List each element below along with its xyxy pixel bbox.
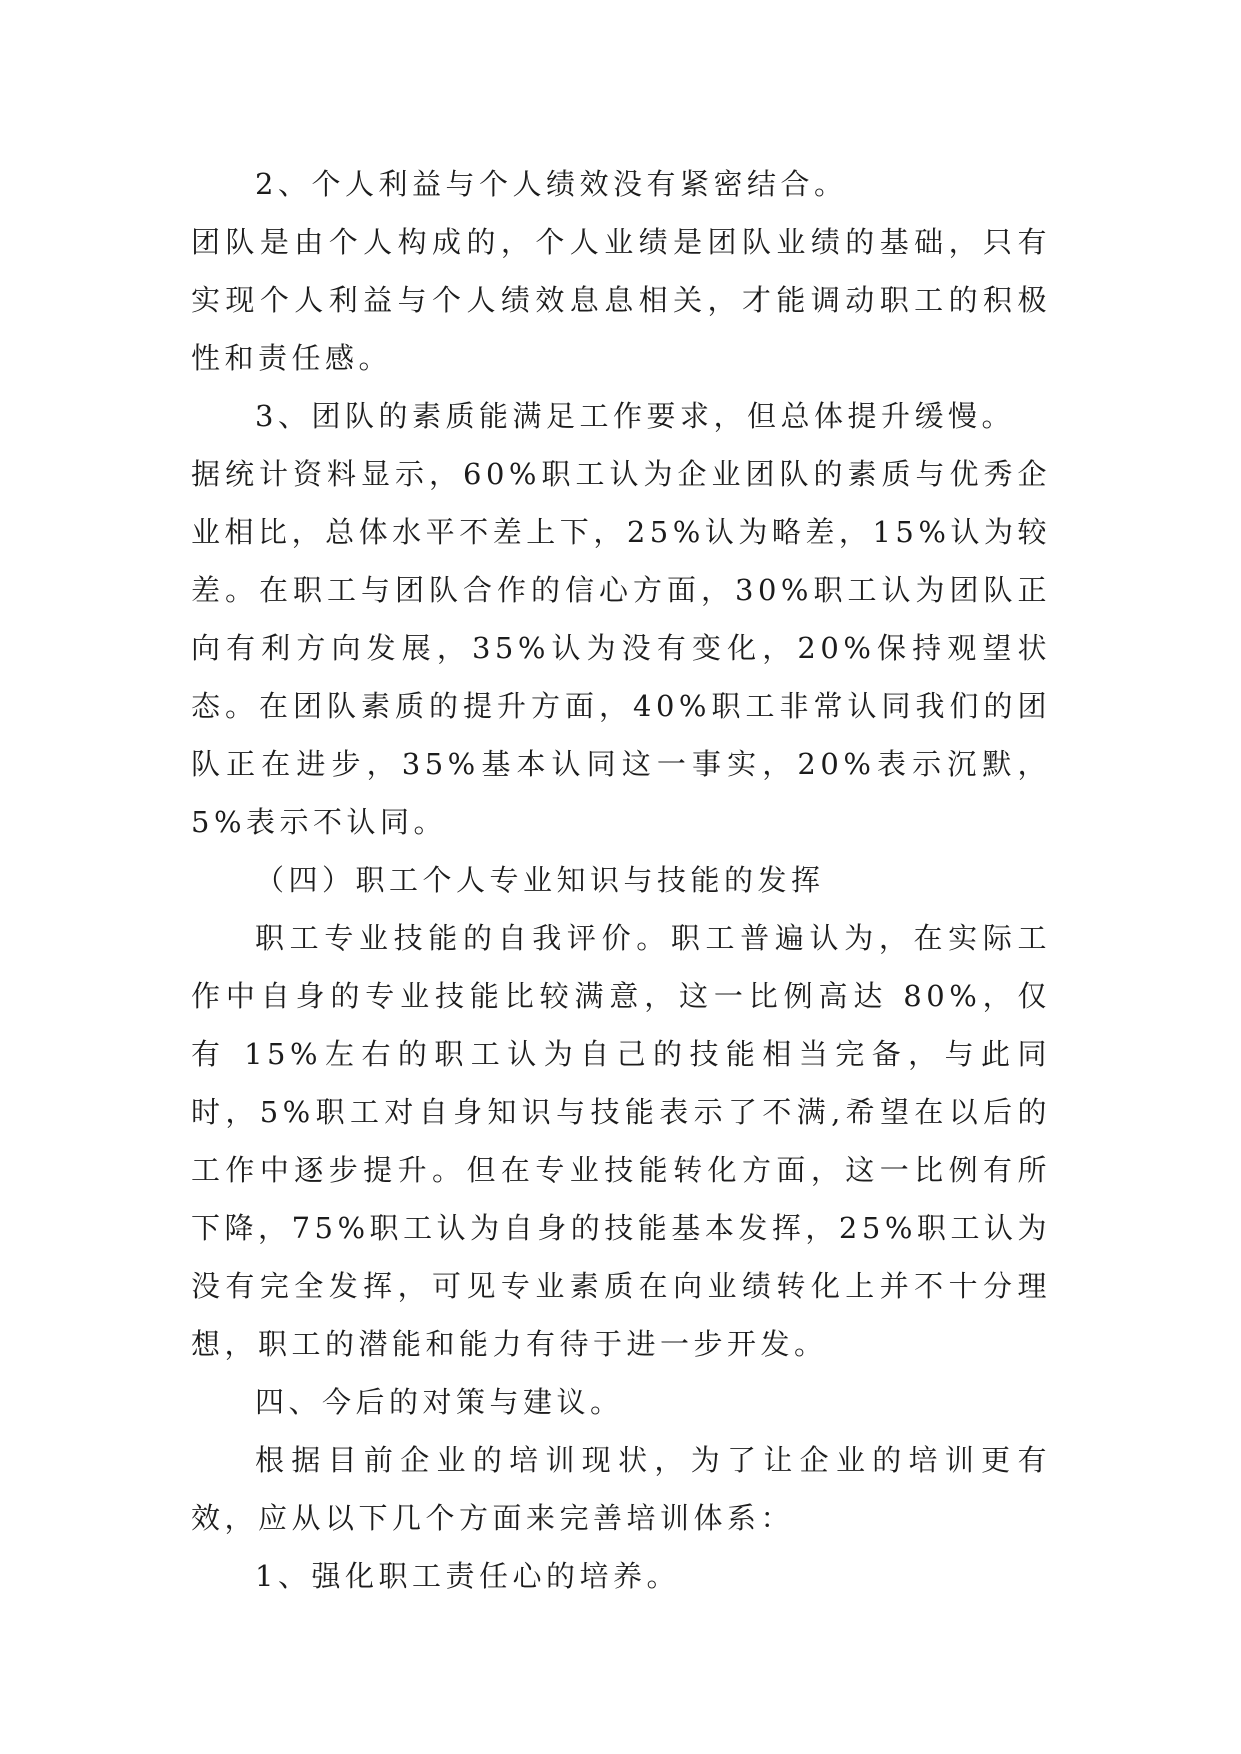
paragraph-heading-section-4: 四、今后的对策与建议。 (255, 1385, 624, 1419)
paragraph-heading-3: 3、团队的素质能满足工作要求，但总体提升缓慢。 (255, 399, 1015, 433)
paragraph-heading-1: 1、强化职工责任心的培养。 (255, 1559, 680, 1593)
paragraph-statistics: 据统计资料显示，60%职工认为企业团队的素质与优秀企业相比，总体水平不差上下，25%认为略差，15%认为较差。在职工与团队合作的信心方面，30%职工认为团队正向有利方向发展，35%认为没有变化，20%保持观望状态。在团队素质的提升方面，40%职工非常认同我们的团队正在进步，35%基本认同这一事实，20%表示沉默，5%表示不认同。 (191, 457, 1051, 839)
paragraph-heading-4: （四）职工个人专业知识与技能的发挥 (255, 863, 825, 897)
document-body (191, 155, 1051, 1605)
paragraph-team-basis: 团队是由个人构成的，个人业绩是团队业绩的基础，只有实现个人利益与个人绩效息息相关，才能调动职工的积极性和责任感。 (191, 225, 1051, 375)
paragraph-skills-evaluation: 职工专业技能的自我评价。职工普遍认为，在实际工作中自身的专业技能比较满意，这一比例高达 80%，仅有 15%左右的职工认为自己的技能相当完备，与此同时，5%职工对自身知识与技能表示了不满,希望在以后的工作中逐步提升。但在专业技能转化方面，这一比例有所下降，75%职工认为自身的技能基本发挥，25%职工认为没有完全发挥，可见专业素质在向业绩转化上并不十分理想，职工的潜能和能力有待于进一步开发。 (191, 921, 1051, 1361)
paragraph-heading-2: 2、个人利益与个人绩效没有紧密结合。 (255, 167, 848, 201)
paragraph-training-intro: 根据目前企业的培训现状，为了让企业的培训更有效，应从以下几个方面来完善培训体系： (191, 1443, 1051, 1535)
